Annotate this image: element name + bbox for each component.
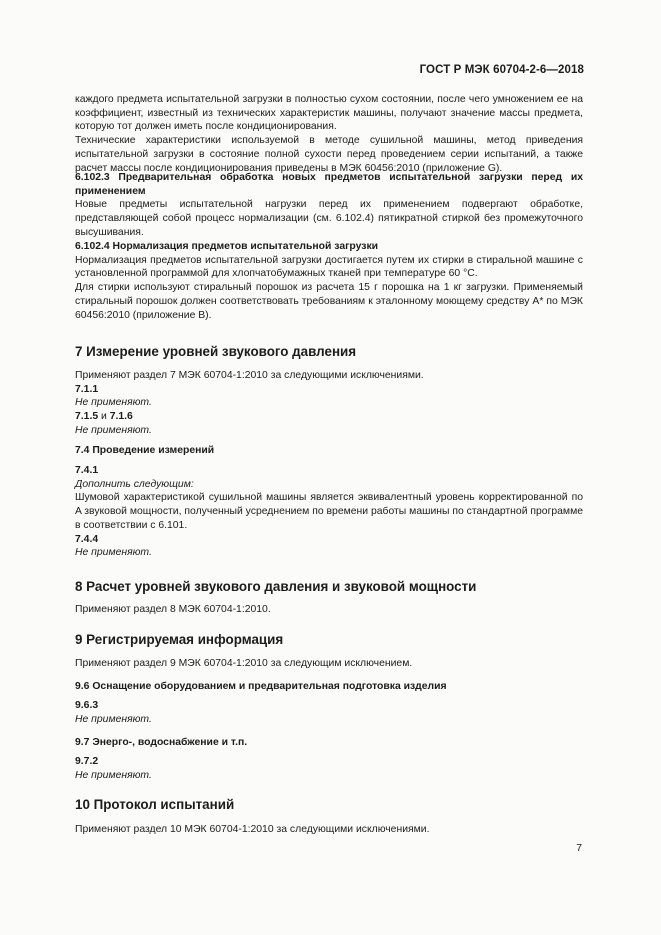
subsection-9-6-heading: 9.6 Оснащение оборудованием и предварительная подготовка изделия [75,681,447,692]
intro-paragraph-1: каждого предмета испытательной загрузки в полностью сухом состоянии, после чего умножением ее на коэффициент, известный из технических характеристик машины, получают значение массы предмета, которую тот должен иметь после кондиционирования. [75,94,583,133]
not-applied-9-6-3: Не применяют. [75,713,152,725]
standard-header: ГОСТ Р МЭК 60704-2-6—2018 [419,64,584,76]
not-applied-7-1-1: Не применяют. [75,397,152,409]
clause-7-1-5-and-7-1-6 [75,410,583,424]
section-7-intro: Применяют раздел 7 МЭК 60704-1:2010 за следующими исключениями. [75,370,424,381]
intro-paragraph-2: Технические характеристики используемой в методе сушильной машины, метод приведения испытательной загрузки в состояние полной сухости перед проведением серии испытаний, а также расчет массы после кондиционирования приведены в МЭК 60456:2010 (приложение G). [75,135,583,174]
clause-heading-6-102-4: 6.102.4 Нормализация предметов испытательной загрузки [75,241,379,252]
not-applied-9-7-2: Не применяют. [75,769,152,781]
clause-9-6-3: 9.6.3 [75,700,99,711]
section-6-102-3 [75,171,583,240]
subsection-7-4-heading: 7.4 Проведение измерений [75,445,215,456]
clause-7-1-5: 7.1.5 [75,411,99,423]
supplement-note: Дополнить следующим: [75,478,194,490]
conjunction: и [98,411,110,423]
not-applied-7-4-4: Не применяют. [75,547,152,559]
section-9-intro: Применяют раздел 9 МЭК 60704-1:2010 за следующим исключением. [75,658,413,669]
section-6-102-4 [75,240,583,322]
subsection-7-4-body [75,464,583,560]
clause-text-6-102-4-1: Нормализация предметов испытательной загрузки достигается путем их стирки в стиральной машине с установленной программой для хлопчатобумажных тканей при температуре 60 °C. [75,254,583,280]
clause-text-6-102-4-2: Для стирки используют стиральный порошок из расчета 15 г порошка на 1 кг загрузки. Применяемый стиральный порошок должен соответствовать требованиям к эталонному моющему средству А* по МЭК 60456:2010 (приложение В). [75,282,583,321]
page-number: 7 [576,843,582,854]
clause-7-1-1: 7.1.1 [75,383,99,395]
clause-text-6-102-3: Новые предметы испытательной нагрузки перед их применением подвергают обработке, представляющей собой процесс нормализации (см. 6.102.4) пятикратной стиркой без промежуточного высушивания. [75,199,583,238]
section-8-heading: 8 Расчет уровней звукового давления и звуковой мощности [75,579,477,594]
clause-7-1-6: 7.1.6 [109,411,133,423]
section-10-heading: 10 Протокол испытаний [75,797,235,812]
subsection-9-6-body [75,699,583,726]
not-applied-7-1-5: Не применяют. [75,424,152,436]
subsection-9-7-body [75,755,583,782]
clause-7-4-1-text: Шумовой характеристикой сушильной машины является эквивалентный уровень корректированной по A звуковой мощности, полученный усреднением по времени работы машины по стандартной программе в соответствии с 6.101. [75,492,583,531]
clause-9-7-2: 9.7.2 [75,756,99,767]
subsection-9-7-heading: 9.7 Энерго-, водоснабжение и т.п. [75,737,248,748]
section-8-text: Применяют раздел 8 МЭК 60704-1:2010. [75,604,271,615]
clause-7-4-1: 7.4.1 [75,465,99,476]
section-7-heading: 7 Измерение уровней звукового давления [75,344,357,359]
clause-heading-6-102-3: 6.102.3 Предварительная обработка новых предметов испытательной загрузки перед их применением [75,172,583,197]
section-9-heading: 9 Регистрируемая информация [75,632,284,647]
section-10-text: Применяют раздел 10 МЭК 60704-1:2010 за следующими исключениями. [75,824,430,835]
intro-block [75,93,583,175]
clause-7-4-4: 7.4.4 [75,533,99,545]
section-7-body [75,369,583,438]
